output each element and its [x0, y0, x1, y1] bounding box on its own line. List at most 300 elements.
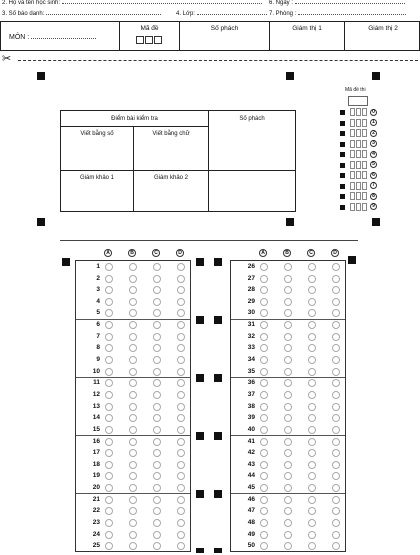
answer-bubble[interactable]: [105, 507, 113, 515]
answer-bubble[interactable]: [332, 542, 340, 550]
answer-bubble[interactable]: [332, 344, 340, 352]
answer-bubble[interactable]: [284, 484, 292, 492]
answer-bubble[interactable]: [129, 461, 137, 469]
answer-bubble[interactable]: [284, 472, 292, 480]
student-name-field[interactable]: [62, 3, 262, 4]
ma-de-bubble[interactable]: [350, 129, 355, 137]
answer-bubble[interactable]: [260, 309, 268, 317]
answer-row: [76, 366, 190, 378]
answer-bubble[interactable]: [105, 391, 113, 399]
date-label: 6. Ngày :: [269, 0, 294, 6]
answer-bubble[interactable]: [177, 414, 185, 422]
answer-bubble[interactable]: [284, 542, 292, 550]
answer-bubble[interactable]: [177, 426, 185, 434]
ma-de-bubble[interactable]: [356, 182, 361, 190]
answer-bubble[interactable]: [105, 333, 113, 341]
answer-bubble[interactable]: [153, 344, 161, 352]
answer-bubble[interactable]: [129, 507, 137, 515]
answer-bubble[interactable]: [105, 414, 113, 422]
timing-mark: [340, 184, 345, 189]
answer-bubble[interactable]: [308, 461, 316, 469]
corner-mark: [348, 256, 356, 264]
answer-bubble[interactable]: [177, 379, 185, 387]
answer-bubble[interactable]: [129, 542, 137, 550]
answer-bubble[interactable]: [332, 263, 340, 271]
answer-bubble[interactable]: [105, 403, 113, 411]
class-field[interactable]: [197, 14, 267, 15]
option-label: D: [176, 249, 184, 257]
answer-bubble[interactable]: [129, 356, 137, 364]
answer-bubble[interactable]: [308, 403, 316, 411]
question-number: 35: [247, 367, 255, 375]
answer-bubble[interactable]: [105, 275, 113, 283]
answer-bubble[interactable]: [153, 531, 161, 539]
answer-bubble[interactable]: [177, 321, 185, 329]
answer-bubble[interactable]: [177, 438, 185, 446]
answer-bubble[interactable]: [260, 286, 268, 294]
answer-bubble[interactable]: [332, 484, 340, 492]
answer-bubble[interactable]: [153, 321, 161, 329]
answer-bubble[interactable]: [332, 472, 340, 480]
answer-bubble[interactable]: [284, 333, 292, 341]
question-number: 18: [92, 460, 100, 468]
answer-bubble[interactable]: [260, 391, 268, 399]
answer-bubble[interactable]: [260, 379, 268, 387]
ma-de-boxes[interactable]: [120, 36, 179, 46]
ma-de-thi-grid: [340, 108, 390, 218]
answer-row: [231, 389, 345, 401]
answer-bubble[interactable]: [129, 438, 137, 446]
answer-bubble[interactable]: [308, 438, 316, 446]
answer-bubble[interactable]: [260, 449, 268, 457]
answer-bubble[interactable]: [129, 519, 137, 527]
answer-bubble[interactable]: [332, 519, 340, 527]
score-words-cell[interactable]: [134, 127, 209, 171]
answer-bubble[interactable]: [153, 379, 161, 387]
answer-bubble[interactable]: [260, 298, 268, 306]
answer-bubble[interactable]: [260, 426, 268, 434]
answer-bubble[interactable]: [308, 391, 316, 399]
corner-mark: [37, 72, 45, 80]
answer-bubble[interactable]: [105, 519, 113, 527]
answer-bubble[interactable]: [177, 461, 185, 469]
class-line: [176, 11, 267, 17]
answer-bubble[interactable]: [260, 531, 268, 539]
answer-bubble[interactable]: [332, 414, 340, 422]
answer-bubble[interactable]: [153, 403, 161, 411]
answer-bubble[interactable]: [153, 542, 161, 550]
question-number: 2: [96, 274, 100, 282]
answer-bubble[interactable]: [308, 472, 316, 480]
answer-bubble[interactable]: [284, 403, 292, 411]
question-number: 19: [92, 472, 100, 480]
answer-bubble[interactable]: [129, 496, 137, 504]
giam-thi-1-label: Giám thị 1: [292, 25, 322, 32]
answer-bubble[interactable]: [308, 356, 316, 364]
answer-bubble[interactable]: [129, 286, 137, 294]
answer-bubble[interactable]: [260, 484, 268, 492]
answer-row: [231, 261, 345, 273]
answer-bubble[interactable]: [177, 507, 185, 515]
answer-bubble[interactable]: [308, 449, 316, 457]
ma-de-bubble[interactable]: [356, 129, 361, 137]
ma-de-digit: 5: [370, 161, 377, 168]
answer-bubble[interactable]: [129, 426, 137, 434]
answer-bubble[interactable]: [308, 414, 316, 422]
answer-bubble[interactable]: [129, 472, 137, 480]
answer-bubble[interactable]: [105, 309, 113, 317]
answer-bubble[interactable]: [308, 519, 316, 527]
score-numeric-cell[interactable]: [61, 127, 134, 171]
answer-bubble[interactable]: [177, 275, 185, 283]
answer-bubble[interactable]: [260, 438, 268, 446]
answer-bubble[interactable]: [105, 368, 113, 376]
timing-mark: [196, 432, 204, 440]
answer-bubble[interactable]: [177, 368, 185, 376]
answer-bubble[interactable]: [332, 298, 340, 306]
answer-bubble[interactable]: [105, 426, 113, 434]
answer-bubble[interactable]: [284, 356, 292, 364]
ma-de-digit: 7: [370, 182, 377, 189]
answer-bubble[interactable]: [153, 507, 161, 515]
ma-de-digit: 6: [370, 172, 377, 179]
answer-bubble[interactable]: [284, 286, 292, 294]
answer-bubble[interactable]: [105, 298, 113, 306]
answer-bubble[interactable]: [260, 368, 268, 376]
question-number: 24: [92, 530, 100, 538]
answer-bubble[interactable]: [308, 321, 316, 329]
answer-bubble[interactable]: [105, 438, 113, 446]
answer-bubble[interactable]: [177, 403, 185, 411]
answer-bubble[interactable]: [129, 344, 137, 352]
so-phach-label: Số phách: [210, 25, 239, 32]
answer-bubble[interactable]: [153, 426, 161, 434]
room-field[interactable]: [298, 14, 406, 15]
answer-bubble[interactable]: [284, 368, 292, 376]
answer-bubble[interactable]: [260, 263, 268, 271]
answer-bubble[interactable]: [177, 484, 185, 492]
answer-bubble[interactable]: [129, 449, 137, 457]
answer-bubble[interactable]: [284, 426, 292, 434]
examiner-2-cell[interactable]: [134, 171, 209, 211]
answer-bubble[interactable]: [153, 356, 161, 364]
answer-bubble[interactable]: [284, 507, 292, 515]
answer-bubble[interactable]: [153, 438, 161, 446]
answer-bubble[interactable]: [153, 391, 161, 399]
answer-bubble[interactable]: [332, 391, 340, 399]
answer-bubble[interactable]: [260, 321, 268, 329]
ma-de-bubble[interactable]: [362, 203, 367, 211]
answer-bubble[interactable]: [260, 344, 268, 352]
answer-bubble[interactable]: [332, 438, 340, 446]
ma-de-bubble[interactable]: [350, 182, 355, 190]
ma-de-bubble[interactable]: [350, 140, 355, 148]
answer-bubble[interactable]: [332, 461, 340, 469]
question-number: 6: [96, 321, 100, 329]
answer-bubble[interactable]: [308, 531, 316, 539]
answer-bubble[interactable]: [308, 333, 316, 341]
answer-bubble[interactable]: [153, 286, 161, 294]
option-label: B: [283, 249, 291, 257]
answer-bubble[interactable]: [129, 391, 137, 399]
answer-bubble[interactable]: [308, 496, 316, 504]
answer-bubble[interactable]: [153, 275, 161, 283]
answer-row: [231, 459, 345, 471]
ma-de-bubble[interactable]: [362, 108, 367, 116]
answer-bubble[interactable]: [177, 309, 185, 317]
answer-bubble[interactable]: [284, 309, 292, 317]
answer-bubble[interactable]: [284, 344, 292, 352]
sbd-field[interactable]: [46, 14, 161, 15]
answer-bubble[interactable]: [153, 309, 161, 317]
answer-bubble[interactable]: [177, 333, 185, 341]
answer-row: [76, 436, 190, 448]
ma-de-bubble[interactable]: [356, 119, 361, 127]
answer-bubble[interactable]: [284, 379, 292, 387]
so-phach-cell: [179, 22, 269, 50]
ma-de-bubble[interactable]: [362, 129, 367, 137]
answer-bubble[interactable]: [105, 484, 113, 492]
answer-bubble[interactable]: [177, 472, 185, 480]
answer-bubble[interactable]: [105, 344, 113, 352]
answer-bubble[interactable]: [177, 496, 185, 504]
answer-bubble[interactable]: [308, 275, 316, 283]
answer-bubble[interactable]: [284, 263, 292, 271]
answer-bubble[interactable]: [129, 275, 137, 283]
answer-bubble[interactable]: [308, 379, 316, 387]
answer-bubble[interactable]: [284, 519, 292, 527]
answer-bubble[interactable]: [284, 298, 292, 306]
answer-bubble[interactable]: [105, 356, 113, 364]
answer-bubble[interactable]: [332, 496, 340, 504]
ma-de-thi-write-box[interactable]: [348, 96, 368, 106]
answer-bubble[interactable]: [260, 275, 268, 283]
ma-de-bubble[interactable]: [362, 171, 367, 179]
question-number: 50: [247, 542, 255, 550]
answer-bubble[interactable]: [105, 496, 113, 504]
ma-de-bubble[interactable]: [362, 161, 367, 169]
answer-bubble[interactable]: [153, 519, 161, 527]
ma-de-bubble[interactable]: [362, 192, 367, 200]
answer-block-left: [75, 260, 191, 552]
answer-bubble[interactable]: [129, 333, 137, 341]
examiner-1-cell[interactable]: [61, 171, 134, 211]
timing-mark: [214, 316, 222, 324]
answer-bubble[interactable]: [332, 356, 340, 364]
answer-row: [231, 517, 345, 529]
answer-bubble[interactable]: [332, 333, 340, 341]
answer-bubble[interactable]: [308, 309, 316, 317]
answer-bubble[interactable]: [308, 344, 316, 352]
ma-de-bubble[interactable]: [350, 203, 355, 211]
answer-bubble[interactable]: [105, 542, 113, 550]
ma-de-bubble[interactable]: [356, 171, 361, 179]
answer-bubble[interactable]: [284, 275, 292, 283]
answer-bubble[interactable]: [129, 321, 137, 329]
ma-de-bubble[interactable]: [350, 171, 355, 179]
answer-bubble[interactable]: [153, 484, 161, 492]
ma-de-bubble[interactable]: [362, 119, 367, 127]
answer-bubble[interactable]: [308, 263, 316, 271]
answer-bubble[interactable]: [129, 298, 137, 306]
answer-bubble[interactable]: [177, 531, 185, 539]
timing-mark: [340, 163, 345, 168]
answer-bubble[interactable]: [153, 263, 161, 271]
answer-bubble[interactable]: [332, 507, 340, 515]
ma-de-bubble[interactable]: [356, 150, 361, 158]
answer-bubble[interactable]: [260, 507, 268, 515]
answer-bubble[interactable]: [284, 449, 292, 457]
ma-de-bubble[interactable]: [356, 161, 361, 169]
answer-bubble[interactable]: [177, 449, 185, 457]
question-number: 14: [92, 414, 100, 422]
answer-bubble[interactable]: [153, 472, 161, 480]
answer-row: [231, 424, 345, 436]
answer-bubble[interactable]: [284, 461, 292, 469]
corner-mark: [286, 218, 294, 226]
answer-bubble[interactable]: [260, 542, 268, 550]
answer-bubble[interactable]: [332, 403, 340, 411]
answer-bubble[interactable]: [260, 461, 268, 469]
date-field[interactable]: [295, 3, 405, 4]
question-number: 16: [92, 437, 100, 445]
ma-de-bubble[interactable]: [350, 161, 355, 169]
answer-bubble[interactable]: [308, 426, 316, 434]
answer-bubble[interactable]: [284, 531, 292, 539]
answer-row: [76, 529, 190, 541]
answer-bubble[interactable]: [153, 333, 161, 341]
question-number: 13: [92, 402, 100, 410]
answer-bubble[interactable]: [177, 298, 185, 306]
answer-bubble[interactable]: [284, 321, 292, 329]
answer-bubble[interactable]: [332, 275, 340, 283]
ma-de-bubble[interactable]: [356, 140, 361, 148]
answer-bubble[interactable]: [177, 391, 185, 399]
ma-de-bubble[interactable]: [362, 150, 367, 158]
question-number: 9: [96, 356, 100, 363]
answer-bubble[interactable]: [105, 461, 113, 469]
answer-bubble[interactable]: [153, 461, 161, 469]
answer-bubble[interactable]: [332, 321, 340, 329]
answer-row: [76, 342, 190, 354]
answer-bubble[interactable]: [105, 379, 113, 387]
answer-bubble[interactable]: [153, 414, 161, 422]
answer-bubble[interactable]: [260, 356, 268, 364]
score-so-phach-cell[interactable]: [209, 127, 295, 171]
answer-row: [76, 307, 190, 319]
answer-bubble[interactable]: [260, 414, 268, 422]
answer-bubble[interactable]: [284, 391, 292, 399]
answer-row: [76, 517, 190, 529]
answer-bubble[interactable]: [105, 472, 113, 480]
answer-bubble[interactable]: [332, 286, 340, 294]
ma-de-bubble[interactable]: [362, 182, 367, 190]
answer-bubble[interactable]: [105, 263, 113, 271]
question-number: 29: [247, 297, 255, 305]
answer-bubble[interactable]: [129, 414, 137, 422]
subject-field[interactable]: [31, 38, 96, 39]
answer-bubble[interactable]: [129, 484, 137, 492]
answer-bubble[interactable]: [177, 542, 185, 550]
answer-bubble[interactable]: [177, 356, 185, 364]
answer-bubble[interactable]: [308, 286, 316, 294]
answer-bubble[interactable]: [332, 309, 340, 317]
answer-bubble[interactable]: [308, 542, 316, 550]
answer-bubble[interactable]: [129, 531, 137, 539]
answer-bubble[interactable]: [129, 263, 137, 271]
answer-bubble[interactable]: [105, 286, 113, 294]
answer-bubble[interactable]: [177, 344, 185, 352]
answer-row: [76, 482, 190, 494]
answer-bubble[interactable]: [284, 496, 292, 504]
ma-de-bubble[interactable]: [362, 140, 367, 148]
answer-bubble[interactable]: [260, 496, 268, 504]
answer-bubble[interactable]: [105, 449, 113, 457]
answer-bubble[interactable]: [308, 368, 316, 376]
timing-mark: [340, 110, 345, 115]
answer-bubble[interactable]: [105, 531, 113, 539]
answer-bubble[interactable]: [308, 507, 316, 515]
answer-row: [76, 389, 190, 401]
question-number: 41: [247, 437, 255, 445]
answer-row: [76, 296, 190, 308]
answer-bubble[interactable]: [332, 426, 340, 434]
ma-de-bubble[interactable]: [356, 192, 361, 200]
ma-de-bubble[interactable]: [356, 203, 361, 211]
ma-de-digit: 8: [370, 193, 377, 200]
giam-thi-1-cell: [269, 22, 344, 50]
answer-bubble[interactable]: [177, 263, 185, 271]
answer-bubble[interactable]: [308, 298, 316, 306]
answer-bubble[interactable]: [153, 449, 161, 457]
answer-bubble[interactable]: [129, 309, 137, 317]
option-label: A: [259, 249, 267, 257]
answer-row: [76, 377, 190, 389]
answer-row: [231, 307, 345, 319]
answer-bubble[interactable]: [332, 531, 340, 539]
answer-bubble[interactable]: [260, 333, 268, 341]
answer-bubble[interactable]: [332, 368, 340, 376]
answer-bubble[interactable]: [153, 298, 161, 306]
ma-de-bubble[interactable]: [356, 108, 361, 116]
answer-bubble[interactable]: [129, 368, 137, 376]
answer-bubble[interactable]: [153, 496, 161, 504]
answer-bubble[interactable]: [177, 286, 185, 294]
answer-bubble[interactable]: [308, 484, 316, 492]
timing-mark: [196, 316, 204, 324]
answer-bubble[interactable]: [260, 403, 268, 411]
ma-de-bubble[interactable]: [350, 108, 355, 116]
answer-bubble[interactable]: [284, 414, 292, 422]
answer-bubble[interactable]: [129, 379, 137, 387]
ma-de-bubble[interactable]: [350, 192, 355, 200]
answer-bubble[interactable]: [284, 438, 292, 446]
corner-mark: [372, 218, 380, 226]
answer-bubble[interactable]: [177, 519, 185, 527]
ma-de-bubble[interactable]: [350, 119, 355, 127]
question-number: 42: [247, 449, 255, 457]
answer-bubble[interactable]: [260, 519, 268, 527]
answer-bubble[interactable]: [332, 379, 340, 387]
ma-de-bubble[interactable]: [350, 150, 355, 158]
answer-bubble[interactable]: [129, 403, 137, 411]
examiner-2-label: Giám khảo 2: [153, 175, 189, 181]
answer-bubble[interactable]: [332, 449, 340, 457]
answer-bubble[interactable]: [260, 472, 268, 480]
option-label: A: [104, 249, 112, 257]
answer-bubble[interactable]: [153, 368, 161, 376]
answer-bubble[interactable]: [105, 321, 113, 329]
